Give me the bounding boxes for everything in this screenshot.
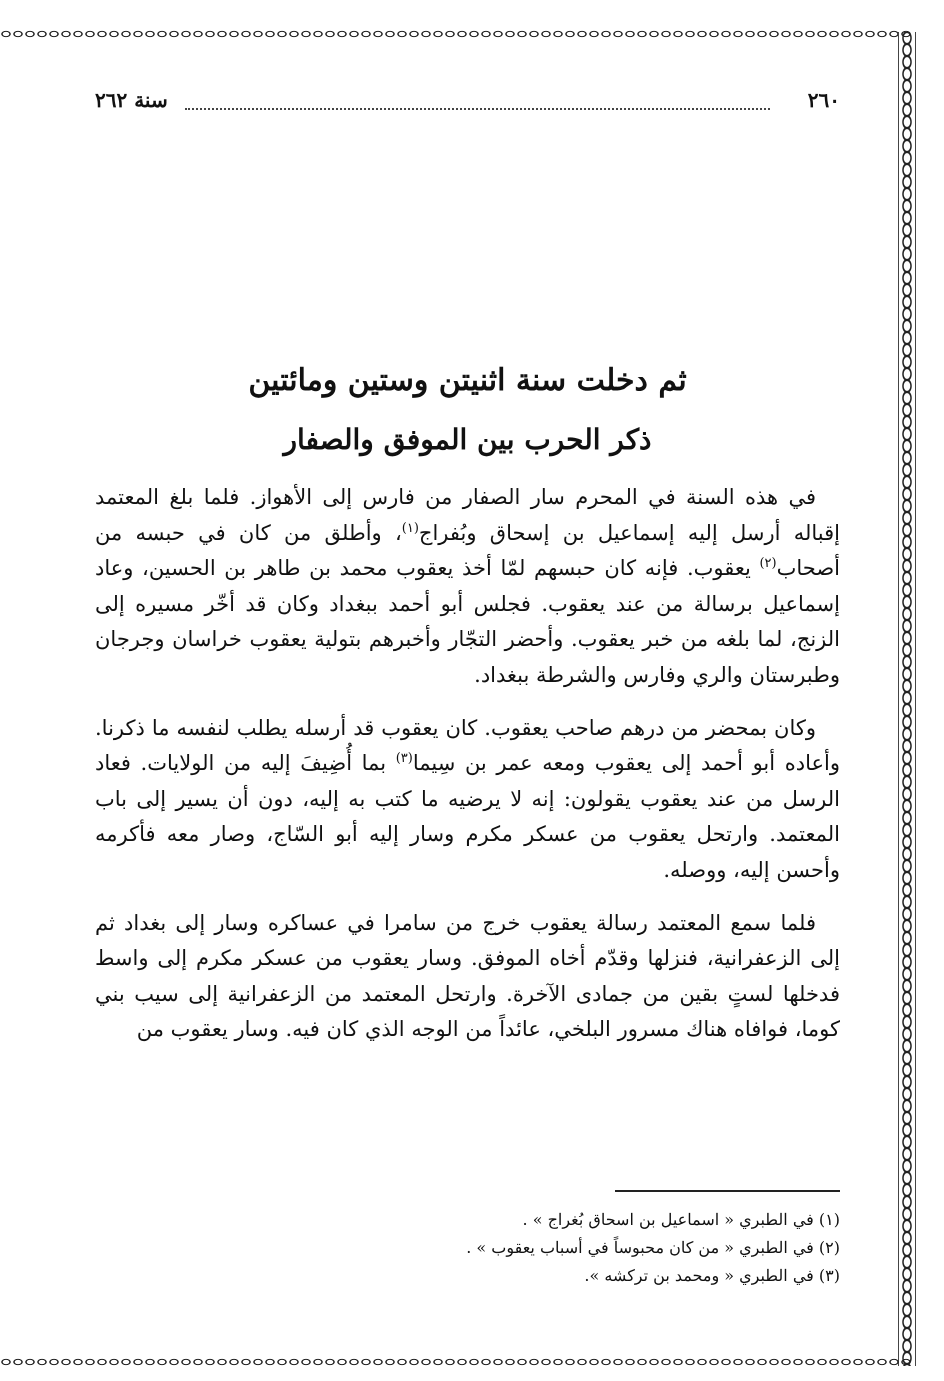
running-title: سنة ٢٦٢ <box>95 88 168 112</box>
footnotes <box>95 1206 840 1290</box>
decorative-border-right <box>900 32 914 1366</box>
paragraph-1-text-a: في هذه السنة في المحرم سار الصفار من فارس إلى الأهواز. فلما بلغ المعتمد إقباله أرسل إليه إسماعيل بن إسحاق وبُفراج <box>95 485 840 545</box>
book-page <box>95 88 840 1285</box>
paragraph-2 <box>95 711 840 889</box>
header-dotted-leader <box>185 108 770 110</box>
paragraph-2-text-a: وكان بمحضر من درهم صاحب يعقوب. كان يعقوب قد أرسله يطلب لنفسه ما ذكرنا. وأعاده أبو أحمد إلى يعقوب ومعه عمر بن سِيما <box>95 715 840 776</box>
chapter-title: ثم دخلت سنة اثنيتن وستين ومائتين <box>248 363 687 398</box>
page-number: ٢٦٠ <box>807 88 840 112</box>
decorative-border-line-inner <box>898 32 899 1366</box>
body-text <box>95 480 840 1065</box>
footnote-divider <box>615 1190 840 1192</box>
footnote-3: (٣) في الطبري « ومحمد بن تركشه ». <box>584 1266 840 1285</box>
footnote-marker-2: (٢) <box>759 556 777 572</box>
decorative-border-bottom <box>0 1356 912 1368</box>
paragraph-1-text-b: ، وأطلق من كان في حبسه من أصحاب <box>95 520 840 581</box>
decorative-border-line-outer <box>915 32 916 1366</box>
footnote-2: (٢) في الطبري « من كان محبوساً في أسباب يعقوب » . <box>466 1238 840 1257</box>
footnote-marker-3: (٣) <box>395 751 413 767</box>
footnote-marker-1: (١) <box>401 520 419 536</box>
paragraph-3: فلما سمع المعتمد رسالة يعقوب خرج من سامرا في عساكره وسار إلى بغداد ثم إلى الزعفرانية، فنزلها وقدّم أخاه الموفق. وسار يعقوب من عسكر مكرم إلى واسط فدخلها لستٍ بقين من جمادى الآخرة. وارتحل المعتمد من الزعفرانية إلى سيب بني كوما، فوافاه هناك مسرور البلخي، عائداً من الوجه الذي كان فيه. وسار يعقوب من <box>95 910 840 1042</box>
page-header <box>95 88 840 118</box>
paragraph-2-text-b: بما أُضِيفَ إليه من الولايات. فعاد الرسل من عند يعقوب يقولون: إنه لا يرضيه ما كتب به إليه، دون أن يسير إلى باب المعتمد. وارتحل يعقوب من عسكر مكرم وسار إليه أبو السّاج، وصار معه فأكرمه وأحسن إليه، ووصله. <box>95 751 840 882</box>
decorative-border-top <box>0 28 912 40</box>
footnote-1: (١) في الطبري « اسماعيل بن اسحاق بُغراج » . <box>522 1210 840 1229</box>
section-title: ذكر الحرب بين الموفق والصفار <box>283 423 652 456</box>
paragraph-1 <box>95 480 840 694</box>
paragraph-1-text-c: يعقوب. فإنه كان حبسهم لمّا أخذ يعقوب محمد بن طاهر بن الحسين، وعاد إسماعيل برسالة من عند يعقوب. فجلس أبو أحمد ببغداد وكان قد أخّر مسيره إلى الزنج، لما بلغه من خبر يعقوب. وأحضر التجّار وأخبرهم بتولية يعقوب خراسان وجرجان وطبرستان والري وفارس والشرطة ببغداد. <box>95 556 840 687</box>
